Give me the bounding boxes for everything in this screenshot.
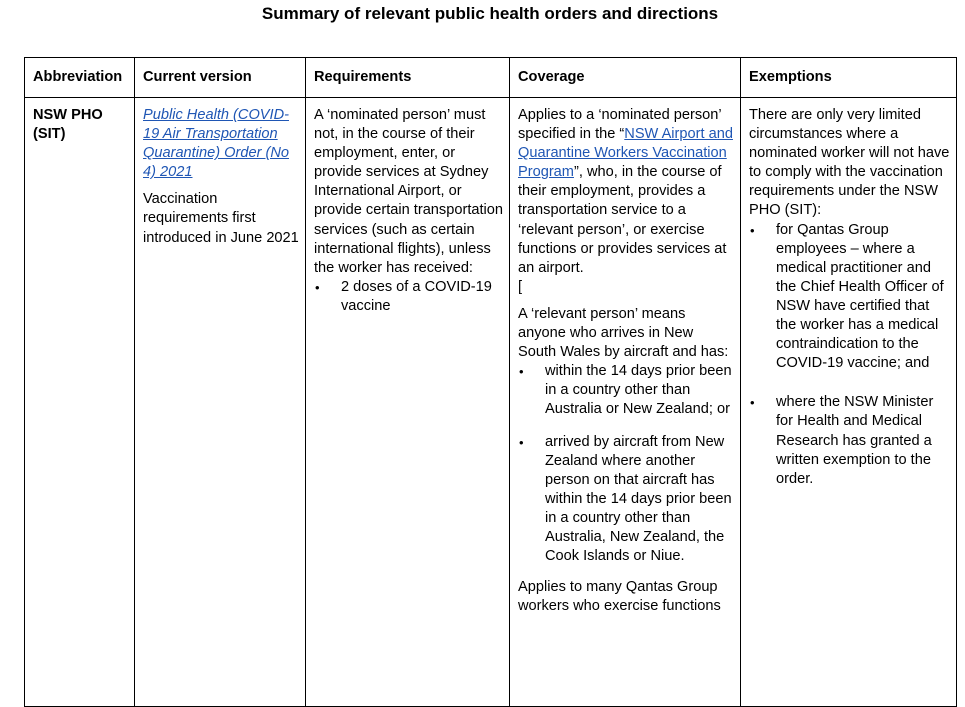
list-item — [518, 433, 734, 567]
relevant-person-definition: A ‘relevant person’ means anyone who arrives in New South Wales by aircraft and has: — [518, 305, 729, 361]
list-item — [314, 278, 503, 316]
list-item-text: within the 14 days prior been in a country other than Australia or New Zealand; or — [545, 363, 732, 418]
header-current-version: Current version — [135, 58, 306, 98]
table-header-row — [25, 58, 957, 98]
document-title: Summary of relevant public health orders and directions — [261, 4, 719, 23]
coverage-text-after: ”, who, in the course of their employment, provides a transportation service to a ‘relevant person’, or exercise functions or provides services at an airport. — [518, 164, 727, 276]
bullet-icon: • — [750, 395, 755, 411]
bullet-icon: • — [519, 434, 524, 450]
exemptions-list — [749, 221, 950, 489]
cell-current-version — [135, 98, 306, 707]
cell-exemptions — [741, 98, 957, 707]
list-item — [749, 393, 950, 488]
bullet-icon: • — [519, 364, 524, 380]
header-requirements: Requirements — [306, 58, 510, 98]
list-item-text: for Qantas Group employees – where a medical practitioner and the Chief Health Officer of NSW have certified that the worker has a medical contraindication to the COVID-19 vaccine; and — [776, 221, 944, 372]
vaccination-program-link[interactable]: NSW Airport and Quarantine Workers Vaccination Program — [518, 126, 733, 181]
list-item-text: 2 doses of a COVID-19 vaccine — [341, 278, 492, 314]
list-item-text: where the NSW Minister for Health and Medical Research has granted a written exemption to the order. — [776, 394, 934, 487]
relevant-person-criteria-list — [518, 362, 734, 566]
cell-abbreviation: NSW PHO (SIT) — [25, 98, 135, 707]
exemptions-text: There are only very limited circumstances where a nominated worker will not have to comply with the vaccination requirements under the NSW PHO (SIT): — [749, 107, 950, 219]
header-abbreviation: Abbreviation — [25, 58, 135, 98]
table-row — [25, 98, 957, 707]
header-exemptions: Exemptions — [741, 58, 957, 98]
cell-coverage — [510, 98, 741, 707]
header-coverage: Coverage — [510, 58, 741, 98]
order-link[interactable]: Public Health (COVID-19 Air Transportation Quarantine) Order (No 4) 2021 — [143, 107, 289, 181]
qantas-coverage-text: Applies to many Qantas Group workers who exercise functions — [518, 579, 721, 615]
coverage-text-before: Applies to a ‘nominated person’ specified in the “ — [518, 107, 722, 143]
bullet-icon: • — [750, 222, 755, 238]
coverage-text — [518, 106, 734, 278]
requirements-text: A ‘nominated person’ must not, in the course of their employment, enter, or provide services at Sydney International Airport, or provide certain transportation services (such as certain international flights), unless the worker has received: — [314, 107, 504, 276]
list-item — [749, 221, 950, 374]
list-item — [518, 362, 734, 419]
public-health-orders-table — [24, 57, 957, 707]
list-item-text: arrived by aircraft from New Zealand where another person on that aircraft has within the 14 days prior been in a country other than Australia, New Zealand, the Cook Islands or Niue. — [545, 433, 732, 565]
requirements-list — [314, 278, 503, 316]
bullet-icon: • — [315, 279, 320, 295]
stray-bracket: [ — [518, 278, 523, 295]
cell-requirements — [306, 98, 510, 707]
vaccination-introduced-note: Vaccination requirements first introduced in June 2021 — [143, 191, 299, 246]
